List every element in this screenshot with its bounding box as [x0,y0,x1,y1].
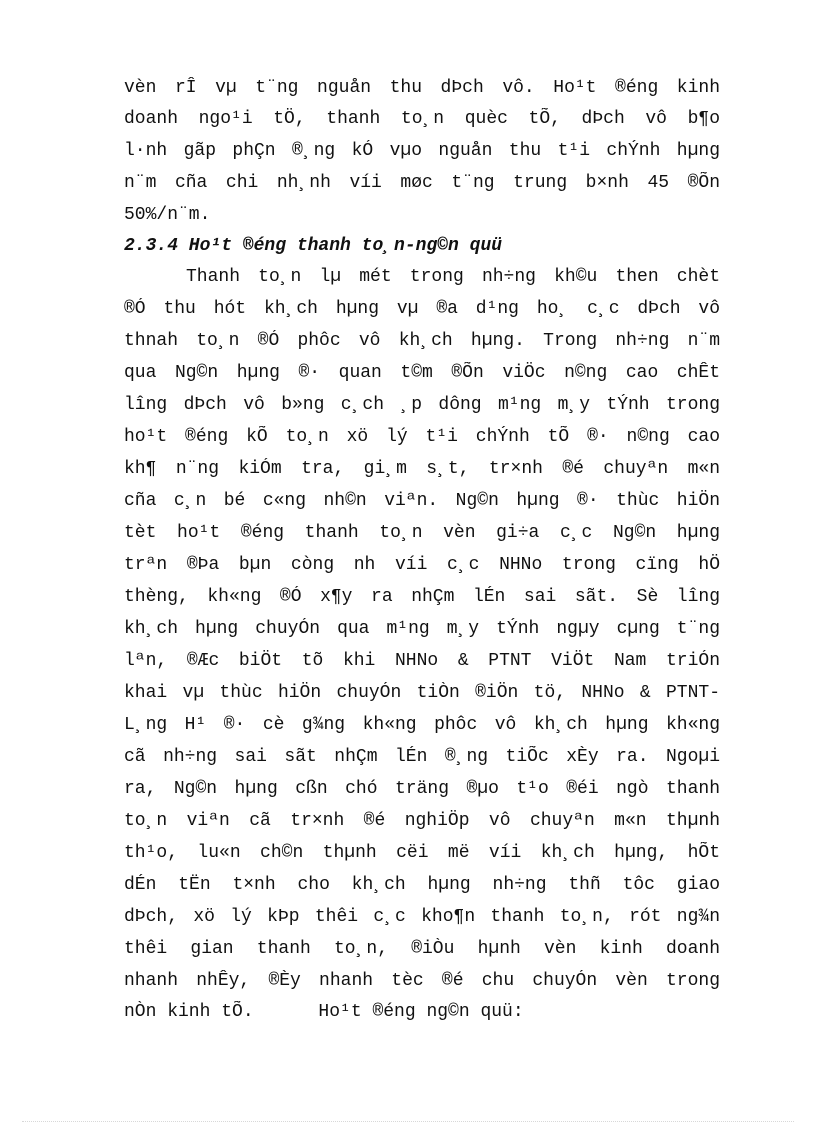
paragraph-line: cña c¸n bé c«ng nh©n viªn. Ng©n hµng ®· thùc hiÖn [124,491,720,511]
section-heading: 2.3.4 Ho¹t ®éng thanh to¸n-ng©n quü [124,236,503,256]
paragraph-line: Thanh to¸n lµ mét trong nh÷ng kh©u then chèt [186,267,720,287]
paragraph-line: ®Ó thu hót kh¸ch hµng vµ ®a d¹ng ho¸ c¸c dÞch vô [124,299,720,319]
page-bottom-rule [22,1121,794,1122]
paragraph-line: L¸ng H¹ ®· cè g¾ng kh«ng phôc vô kh¸ch hµng kh«ng [124,715,720,735]
paragraph-line: khai vµ thùc hiÖn chuyÓn tiÒn ®iÖn tö, NHNo & PTNT- [124,683,720,703]
paragraph-line: to¸n viªn cã tr×nh ®é nghiÖp vô chuyªn m«n thµnh [124,811,720,831]
paragraph-line: th¹o, lu«n ch©n thµnh cëi më víi kh¸ch hµng, hÕt [124,843,720,863]
paragraph-line: thèng, kh«ng ®Ó x¶y ra nhÇm lÉn sai sãt. Sè lîng [124,587,720,607]
paragraph-line: thnah to¸n ®Ó phôc vô kh¸ch hµng. Trong nh÷ng n¨m [124,331,720,351]
paragraph-line: cã nh÷ng sai sãt nhÇm lÉn ®¸ng tiÕc xÈy ra. Ngoµi [124,747,720,767]
paragraph-line: ra, Ng©n hµng cßn chó träng ®µo t¹o ®éi ngò thanh [124,779,720,799]
paragraph-line: nÒn kinh tÕ. Ho¹t ®éng ng©n quü: [124,1002,524,1022]
paragraph-line: dÉn tËn t×nh cho kh¸ch hµng nh÷ng thñ tôc giao [124,875,720,895]
paragraph-line: qua Ng©n hµng ®· quan t©m ®Õn viÖc n©ng cao chÊt [124,363,720,383]
paragraph-line: nhanh nhÊy, ®Èy nhanh tèc ®é chu chuyÓn vèn trong [124,971,720,991]
body-line: l·nh gãp phÇn ®¸ng kÓ vµo nguån thu t¹i chÝnh hµng [124,141,720,161]
body-line: n¨m cña chi nh¸nh víi møc t¨ng trung b×nh 45 ®Õn [124,173,720,193]
paragraph-line: tèt ho¹t ®éng thanh to¸n vèn gi÷a c¸c Ng©n hµng [124,523,720,543]
paragraph-line: trªn ®Þa bµn còng nh víi c¸c NHNo trong cïng hÖ [124,555,720,575]
paragraph-line: lîng dÞch vô b»ng c¸ch ¸p dông m¹ng m¸y tÝnh trong [124,395,720,415]
paragraph-line: thêi gian thanh to¸n, ®iÒu hµnh vèn kinh doanh [124,939,720,959]
body-line: 50%/n¨m. [124,205,211,225]
body-line: vèn rÎ vµ t¨ng nguån thu dÞch vô. Ho¹t ®éng kinh [124,78,720,98]
paragraph-line: kh¶ n¨ng kiÓm tra, gi¸m s¸t, tr×nh ®é chuyªn m«n [124,459,720,479]
body-line: doanh ngo¹i tÖ, thanh to¸n quèc tÕ, dÞch vô b¶o [124,109,720,129]
paragraph-line: kh¸ch hµng chuyÓn qua m¹ng m¸y tÝnh ngµy cµng t¨ng [124,619,720,639]
paragraph-line: ho¹t ®éng kÕ to¸n xö lý t¹i chÝnh tÕ ®· n©ng cao [124,427,720,447]
paragraph-line: dÞch, xö lý kÞp thêi c¸c kho¶n thanh to¸n, rót ng¾n [124,907,720,927]
paragraph-line: lªn, ®Æc biÖt tõ khi NHNo & PTNT ViÖt Nam triÓn [124,651,720,671]
